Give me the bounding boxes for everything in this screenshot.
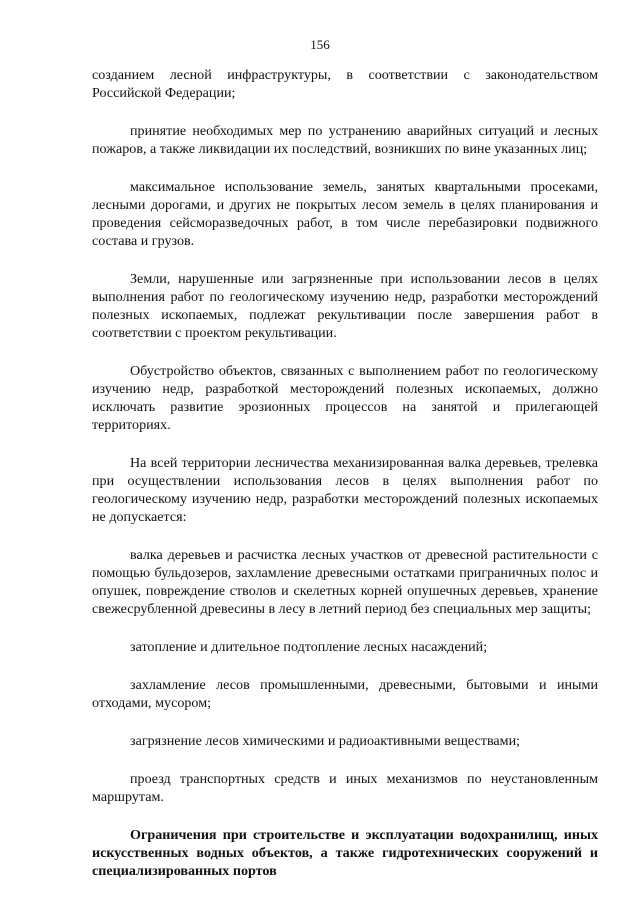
paragraph-object-arrangement: Обустройство объектов, связанных с выполнением работ по геологическому изучению недр, разработкой месторождений полезных ископаемых, должно исключать развитие эрозионных процессов на занятой и прилегающей территориях. xyxy=(92,363,598,433)
list-item-pollution: загрязнение лесов химическими и радиоактивными веществами; xyxy=(130,733,521,749)
paragraph-continuation: созданием лесной инфраструктуры, в соответствии с законодательством Российской Федерации; xyxy=(92,67,598,101)
paragraph-emergency-measures: принятие необходимых мер по устранению аварийных ситуаций и лесных пожаров, а также ликвидации их последствий, возникших по вине указанных лиц; xyxy=(92,123,598,157)
paragraph-recultivation: Земли, нарушенные или загрязненные при использовании лесов в целях выполнения работ по геологическому изучению недр, разработки месторождений полезных ископаемых, подлежат рекультивации после завершения работ в соответствии с проектом рекультивации. xyxy=(92,271,598,341)
list-item-flooding: затопление и длительное подтопление лесных насаждений; xyxy=(130,639,488,655)
section-heading: Ограничения при строительстве и эксплуатации водохранилищ, иных искусственных водных объектов, а также гидротехнических сооружений и специализированных портов xyxy=(92,827,598,879)
paragraph-land-use: максимальное использование земель, занятых квартальными просеками, лесными дорогами, и других не покрытых лесом земель в целях планирования и проведения сейсморазведочных работ, в том числе перебазировки подвижного состава и грузов. xyxy=(92,179,598,249)
page-number: 156 xyxy=(310,37,330,52)
list-item-vehicle-passage: проезд транспортных средств и иных механизмов по неустановленным маршрутам. xyxy=(92,771,598,805)
paragraph-prohibitions-intro: На всей территории лесничества механизированная валка деревьев, трелевка при осуществлении использования лесов в целях выполнения работ по геологическому изучению недр, разработки месторождений полезных ископаемых не допускается: xyxy=(92,455,598,525)
page-body xyxy=(92,66,598,900)
list-item-littering: захламление лесов промышленными, древесными, бытовыми и иными отходами, мусором; xyxy=(92,677,598,711)
list-item-bulldozer-clearing: валка деревьев и расчистка лесных участков от древесной растительности с помощью бульдозеров, захламление древесными остатками приграничных полос и опушек, повреждение стволов и скелетных корней опушечных деревьев, хранение свежесрубленной древесины в лесу в летний период без специальных мер защиты; xyxy=(92,547,598,617)
